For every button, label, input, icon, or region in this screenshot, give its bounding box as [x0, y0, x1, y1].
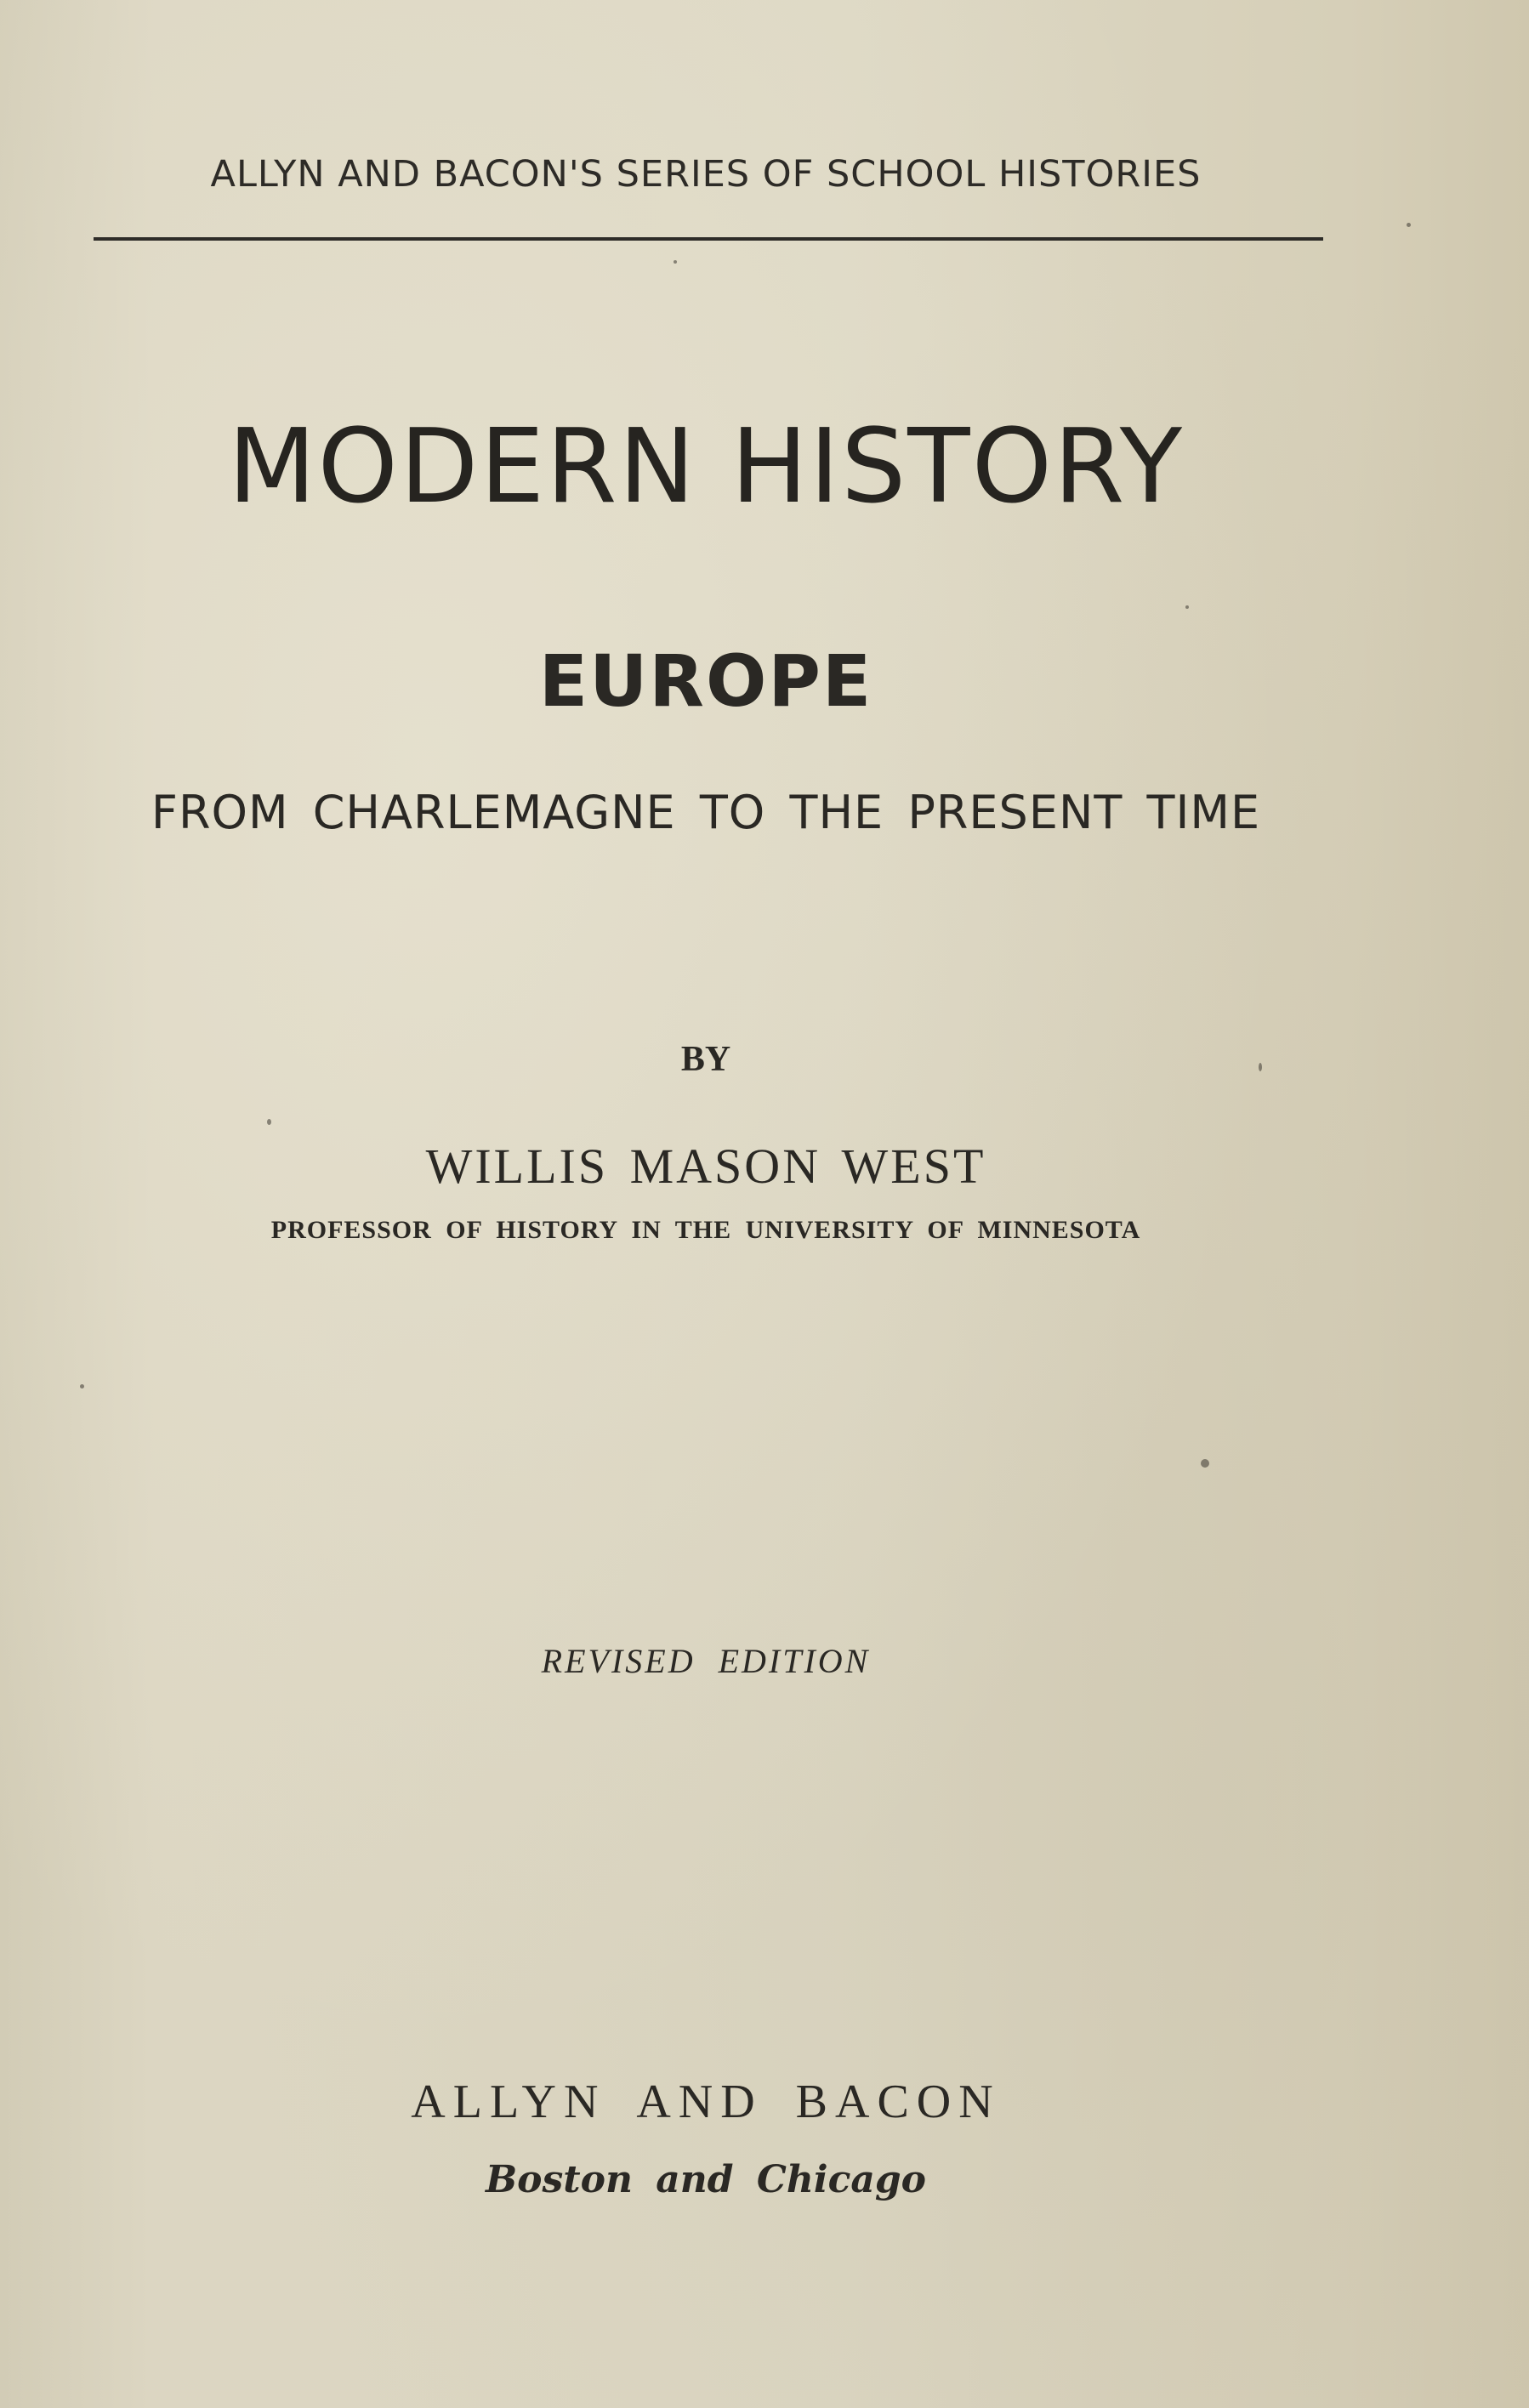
- book-subtitle-range: FROM CHARLEMAGNE TO THE PRESENT TIME: [151, 786, 1261, 839]
- publisher-name: ALLYN AND BACON: [411, 2076, 1001, 2128]
- paper-speck: [80, 1384, 84, 1389]
- header-rule: [94, 237, 1323, 241]
- paper-speck: [1259, 1063, 1262, 1071]
- paper-speck: [1201, 1459, 1209, 1468]
- book-subtitle: EUROPE: [538, 639, 873, 723]
- byline: BY: [680, 1040, 731, 1079]
- series-heading: ALLYN AND BACON'S SERIES OF SCHOOL HISTORIES: [210, 153, 1202, 196]
- paper-speck: [674, 260, 677, 264]
- edition-label: REVISED EDITION: [541, 1642, 871, 1680]
- author-name: WILLIS MASON WEST: [425, 1139, 986, 1194]
- paper-speck: [1407, 223, 1411, 227]
- author-affiliation: PROFESSOR OF HISTORY IN THE UNIVERSITY OF MINNESOTA: [270, 1216, 1141, 1244]
- paper-speck: [1185, 605, 1189, 609]
- paper-speck: [267, 1119, 271, 1125]
- publisher-place: Boston and Chicago: [485, 2158, 926, 2201]
- book-title: MODERN HISTORY: [227, 408, 1185, 526]
